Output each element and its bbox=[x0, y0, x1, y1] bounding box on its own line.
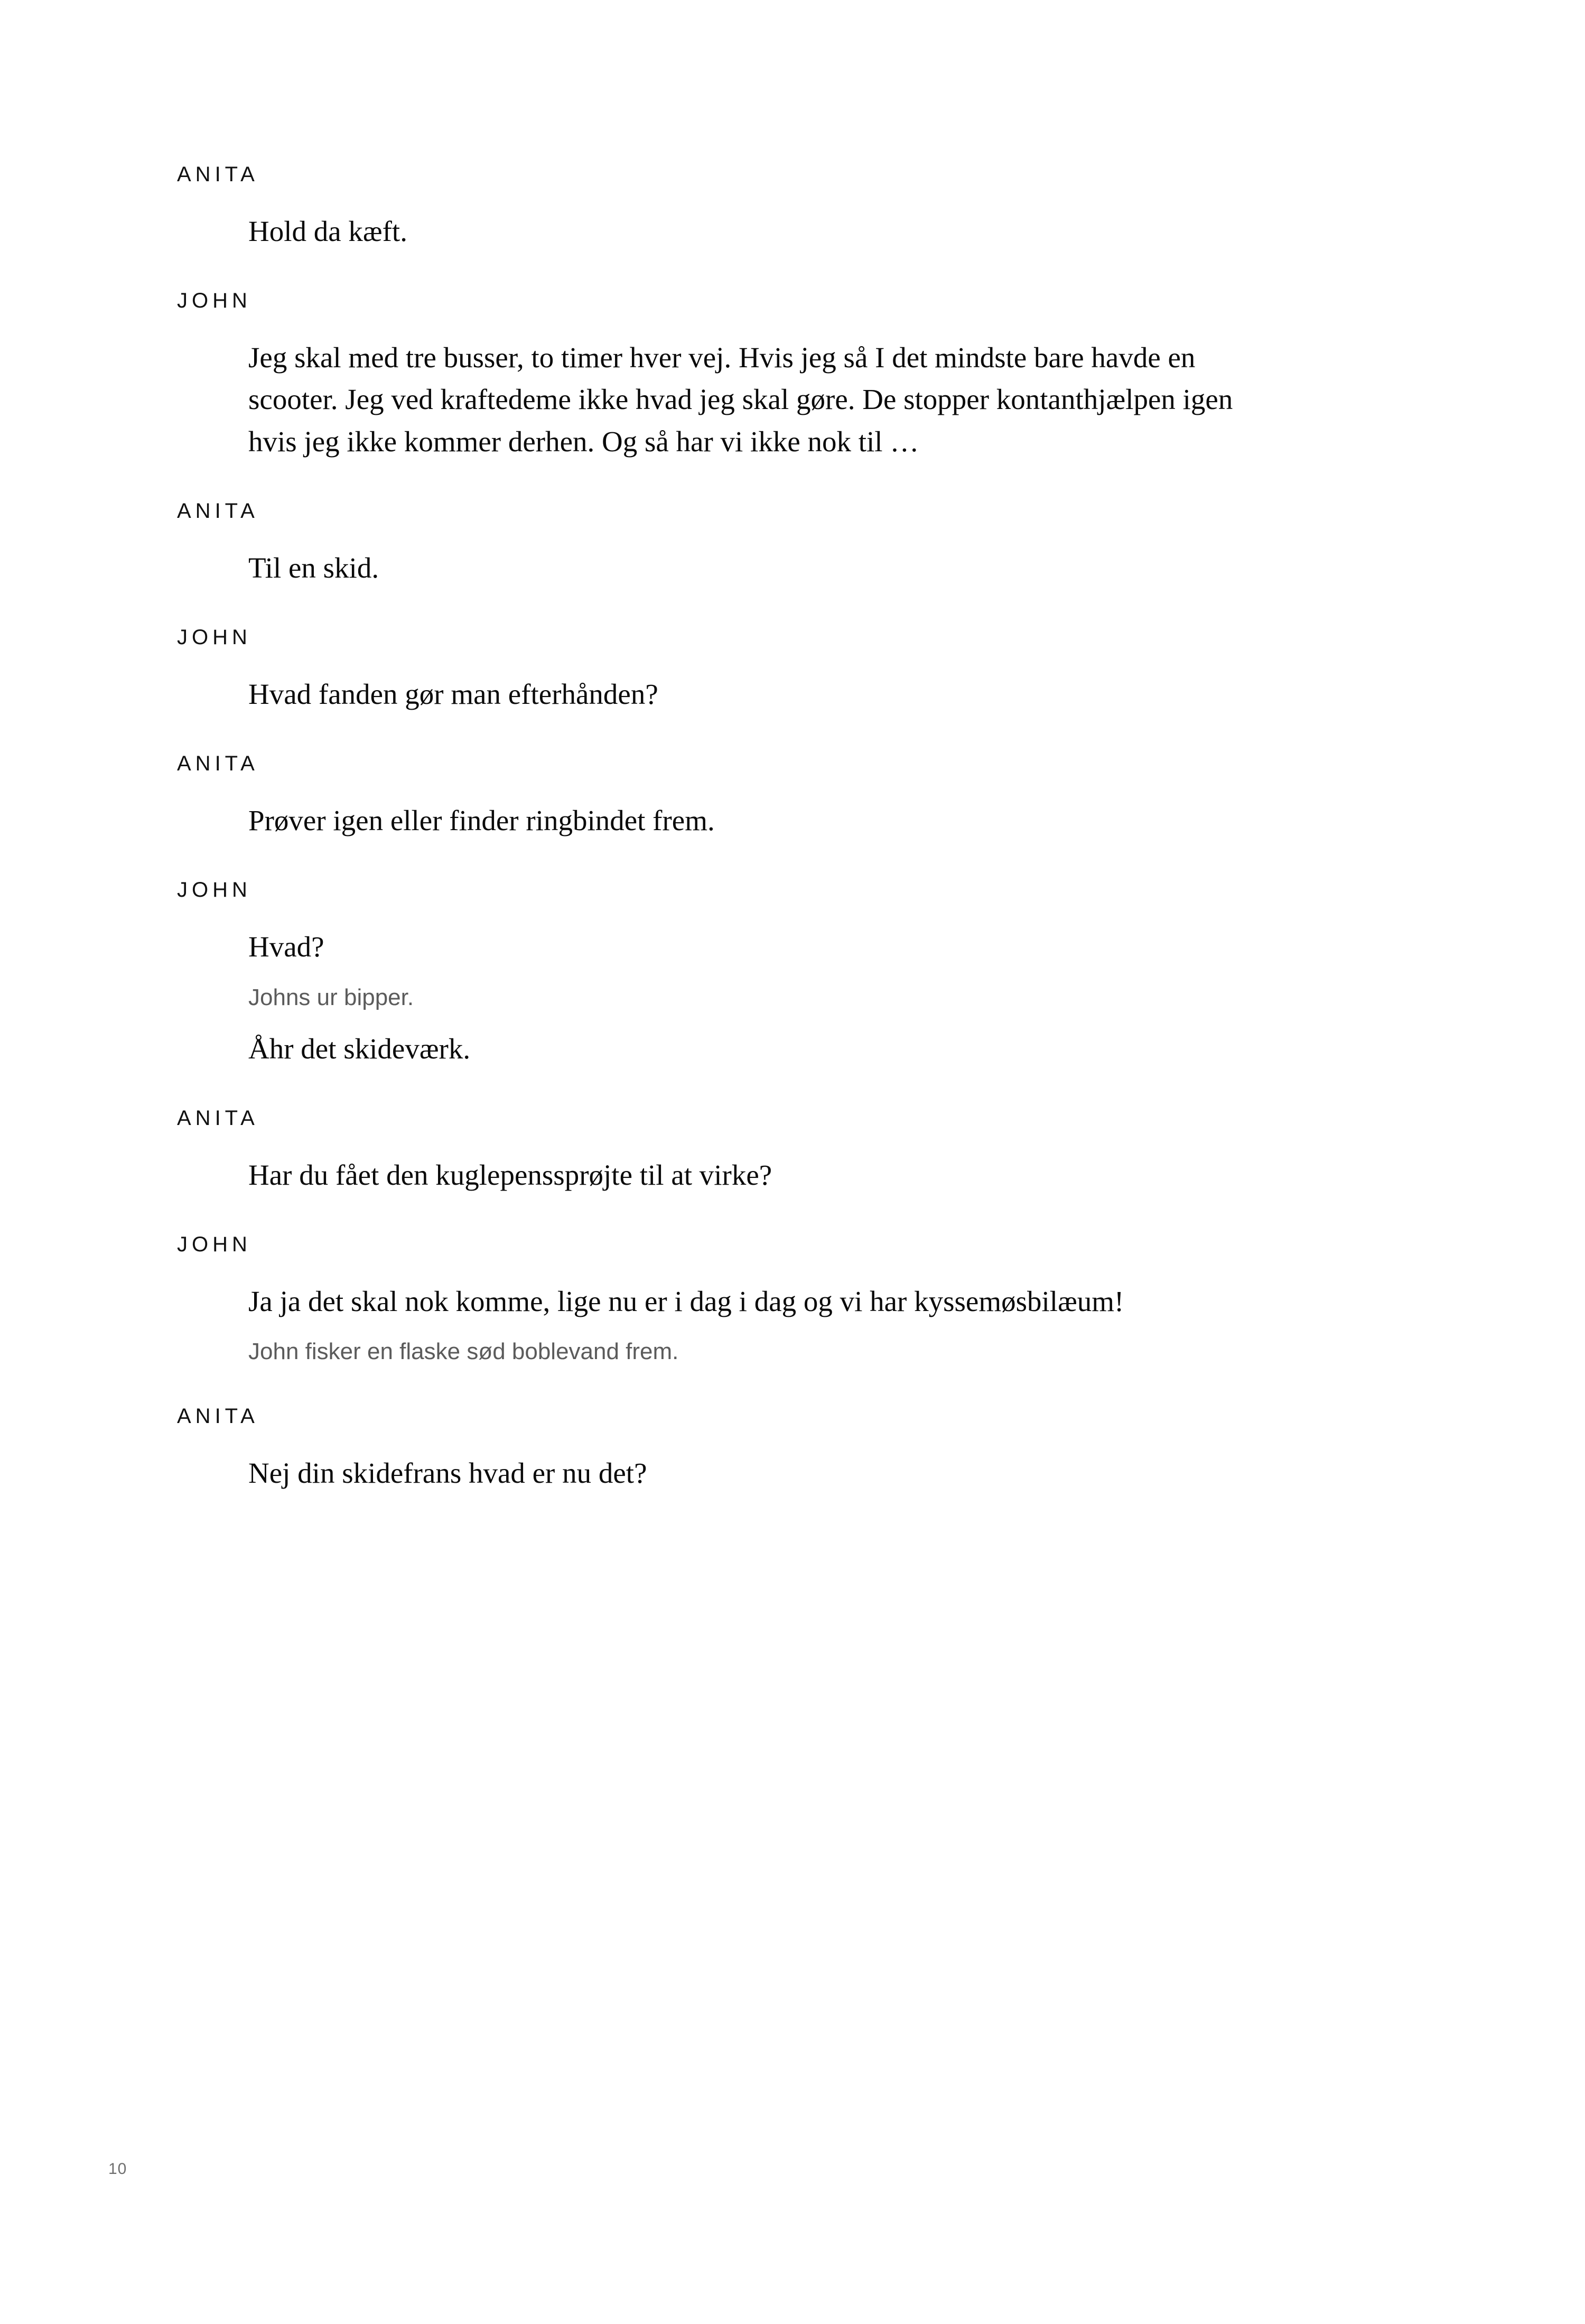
dialogue-block bbox=[177, 627, 1234, 715]
dialogue-line: Nej din skidefrans hvad er nu det? bbox=[248, 1456, 647, 1489]
character-cue: ANITA bbox=[177, 163, 259, 186]
dialogue-block bbox=[177, 1234, 1234, 1368]
dialogue-block bbox=[177, 164, 1234, 252]
character-cue: JOHN bbox=[177, 1233, 251, 1257]
character-cue: ANITA bbox=[177, 1404, 259, 1428]
dialogue-line: Åhr det skideværk. bbox=[248, 1032, 471, 1065]
character-cue: JOHN bbox=[177, 289, 251, 313]
dialogue-block bbox=[177, 1108, 1234, 1196]
dialogue-line: Har du fået den kuglepenssprøjte til at virke? bbox=[248, 1159, 772, 1192]
script-body bbox=[177, 164, 1234, 1494]
dialogue-block bbox=[177, 879, 1234, 1070]
stage-direction: John fisker en flaske sød boblevand frem. bbox=[248, 1338, 679, 1365]
page-number: 10 bbox=[108, 2160, 127, 2178]
character-cue: ANITA bbox=[177, 1107, 259, 1130]
dialogue-block bbox=[177, 290, 1234, 462]
character-cue: ANITA bbox=[177, 752, 259, 776]
dialogue-block bbox=[177, 500, 1234, 589]
character-cue: JOHN bbox=[177, 878, 251, 902]
character-cue: ANITA bbox=[177, 499, 259, 523]
stage-direction: Johns ur bipper. bbox=[248, 984, 414, 1010]
dialogue-line: Hvad? bbox=[248, 931, 324, 963]
dialogue-block bbox=[177, 1406, 1234, 1494]
dialogue-line: Ja ja det skal nok komme, lige nu er i dag i dag og vi har kyssemøsbilæum! bbox=[248, 1285, 1124, 1318]
dialogue-line: Hold da kæft. bbox=[248, 215, 407, 247]
dialogue-line: Jeg skal med tre busser, to timer hver vej. Hvis jeg så I det mindste bare havde en scooter. Jeg ved kraftedeme ikke hvad jeg skal gøre. De stopper kontanthjælpen igen hvis jeg ikke kommer derhen. Og så har vi ikke nok til … bbox=[248, 341, 1233, 458]
dialogue-line: Til en skid. bbox=[248, 551, 379, 584]
dialogue-block bbox=[177, 753, 1234, 841]
dialogue-line: Hvad fanden gør man efterhånden? bbox=[248, 677, 658, 710]
dialogue-line: Prøver igen eller finder ringbindet frem. bbox=[248, 804, 715, 837]
character-cue: JOHN bbox=[177, 625, 251, 649]
